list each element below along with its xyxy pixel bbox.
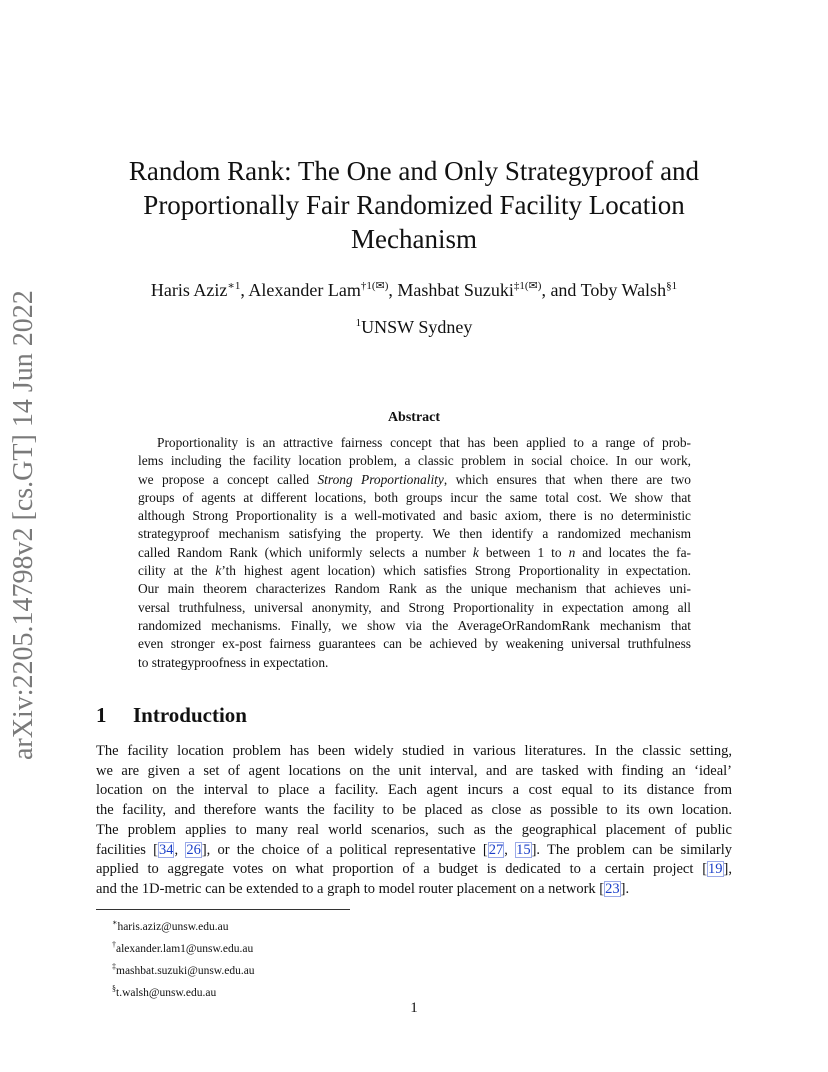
abstract-line: lems including the facility location problem, a classic problem in social choice. In our work, [138,453,691,469]
author-name: Alexander Lam [248,280,361,300]
author-affiliation-mark: †1(✉) [360,280,389,292]
section-number: 1 [96,703,107,727]
abstract-line: groups of agents at different locations, both groups incur the same total cost. We show that [138,489,691,505]
body-line: and the 1D-metric can be extended to a graph to model router placement on a network [23]. [96,880,630,897]
abstract-body [138,434,691,672]
author-name: Haris Aziz [150,280,228,300]
section-title: Introduction [133,703,247,727]
author-name: Toby Walsh [580,280,667,300]
body-line: the facility, and therefore wants the facility to be placed as close as possible to its own location. [96,802,732,819]
body-line: The facility location problem has been widely studied in various literatures. In the classic setting, [96,743,732,759]
body-line: location on the interval to place a facility. Each agent incurs a cost equal to its distance from [96,782,732,799]
citation-link[interactable]: 19 [708,861,723,878]
abstract-line: Our main theorem characterizes Random Rank as the unique mechanism that achieves uni- [138,581,691,597]
citation-link[interactable]: 15 [516,841,531,858]
footnote: †alexander.lam1@unsw.edu.au [112,940,254,955]
author-separator: , [388,280,398,300]
abstract-line: we propose a concept called Strong Proportionality, which ensures that when there are two [138,471,691,487]
abstract-line: Proportionality is an attractive fairness concept that has been applied to a range of prob- [157,435,691,450]
footnote: §t.walsh@unsw.edu.au [112,984,217,1000]
title-line: Mechanism [351,224,477,254]
abstract-heading: Abstract [387,410,441,425]
title-line: Random Rank: The One and Only Strategyproof and [128,156,700,186]
paper-title [96,154,732,256]
body-line: applied to aggregate votes on what proportion of a budget is dedicated to a certain project [19], [96,861,732,878]
body-line: The problem applies to many real world scenarios, such as the geographical placement of public [96,821,732,838]
abstract-line: although Strong Proportionality is a well-motivated and basic axiom, there is no deterministic [138,508,691,524]
abstract-line: cility at the k’th highest agent location) which satisfies Strong Proportionality in expectation. [138,563,691,579]
section-heading-introduction [96,703,247,728]
abstract-line: versal truthfulness, universal anonymity, and Strong Proportionality in expectation among all [138,599,691,615]
footnote-divider [96,909,350,910]
abstract-line: randomized mechanisms. Finally, we show via the AverageOrRandomRank mechanism that [138,617,691,633]
author-separator: , [240,280,249,300]
author-affiliation-mark: §1 [666,280,678,292]
page-number: 1 [410,1000,418,1016]
footnote: ‡mashbat.suzuki@unsw.edu.au [112,962,255,978]
citation-link[interactable]: 26 [186,841,201,858]
introduction-body [96,742,732,900]
author-name: Mashbat Suzuki [397,280,514,300]
body-line: facilities [34, 26], or the choice of a political representative [27, 15]. The problem can be similarly [96,841,733,858]
abstract-line: called Random Rank (which uniformly selects a number k between 1 to n and locates the fa- [138,544,691,560]
affiliation: $^1$UNSW Sydney [355,317,473,337]
abstract-line: even stronger ex-post fairness guarantees can be achieved by weakening universal truthfulness [138,636,691,652]
footnotes [112,914,255,1003]
arxiv-identifier: arXiv:2205.14798v2 [cs.GT] 14 Jun 2022 [8,290,39,760]
abstract-line: to strategyproofness in expectation. [138,654,329,670]
author-separator: , and [541,280,581,300]
envelope-icon: (✉) [524,280,542,292]
citation-link[interactable]: 23 [605,880,620,897]
body-line: we are given a set of agent locations on the unit interval, and are tasked with finding an ‘ideal’ [96,762,732,779]
footnote: ∗haris.aziz@unsw.edu.au [112,918,229,933]
author-list [96,279,732,301]
author-affiliation-mark: ∗1 [227,280,241,292]
citation-link[interactable]: 27 [488,841,504,858]
citation-link[interactable]: 34 [158,841,174,858]
envelope-icon: (✉) [371,280,389,292]
abstract-line: strategyproof mechanism satisfying the property. We then identify a randomized mechanism [138,526,691,542]
title-line: Proportionally Fair Randomized Facility Location [143,190,685,220]
author-affiliation-mark: ‡1(✉) [513,280,542,292]
